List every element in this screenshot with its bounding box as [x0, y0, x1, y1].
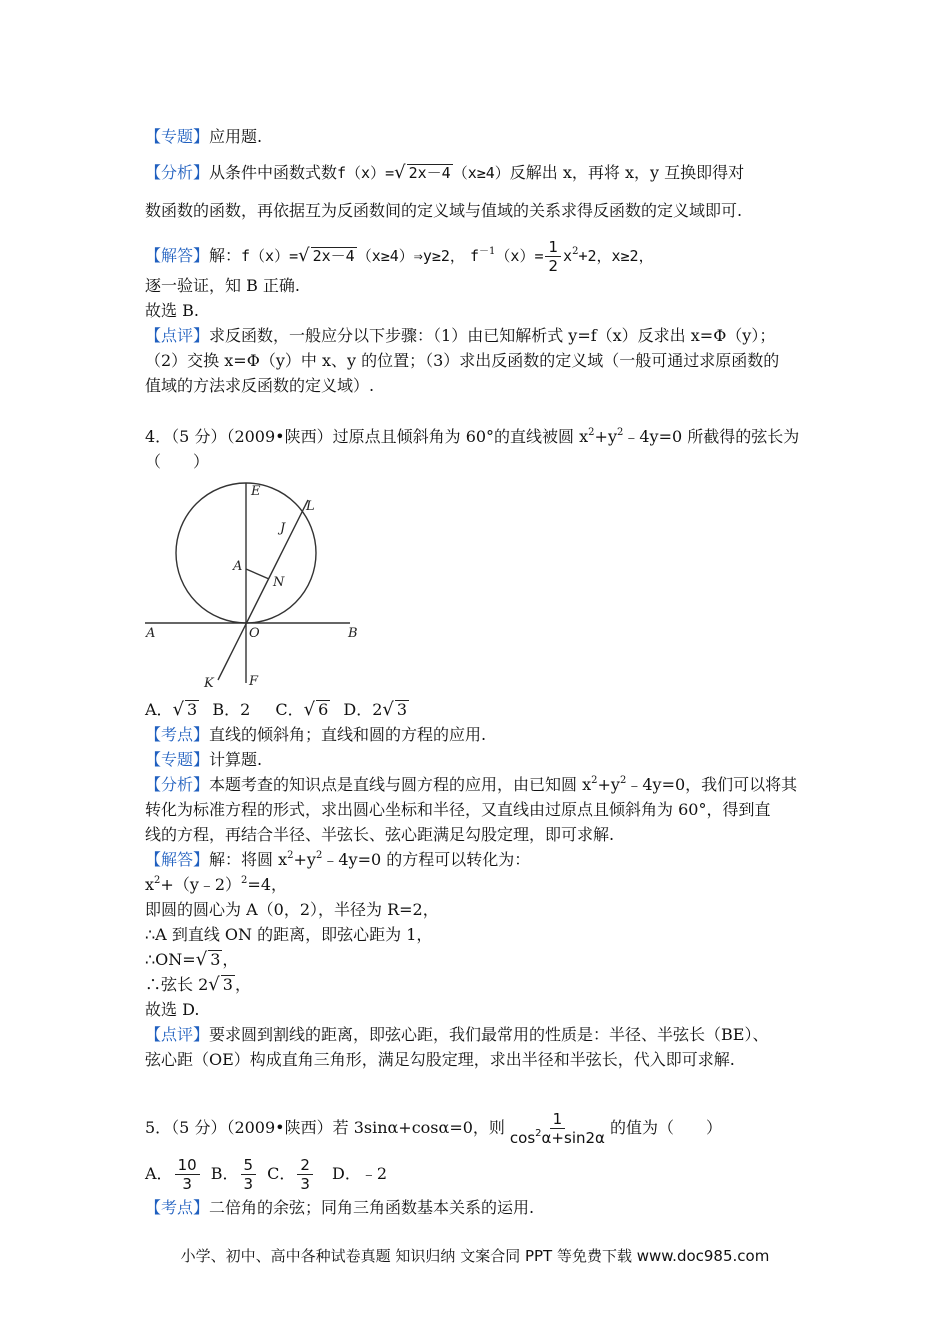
q4-kaodian: 【考点】直线的倾斜角；直线和圆的方程的应用. — [145, 725, 487, 744]
q5-fraction: $\frac{1}{\cos^2\alpha+\sin 2\alpha}$ — [509, 1110, 605, 1147]
q5-kaodian: 【考点】二倍角的余弦；同角三角函数基本关系的运用. — [145, 1198, 535, 1217]
option-c: C．√ 6 — [275, 699, 329, 720]
q4-topic: 【专题】计算题. — [145, 750, 263, 769]
q4-header: 4．（5 分）（2009•陕西）过原点且倾斜角为 60°的直线被圆 $x^2+y^2﹣4y=0$ 所截得的弦长为 — [145, 427, 800, 446]
prev-analysis-line2: 数函数的函数，再依据互为反函数间的定义域与值域的关系求得反函数的定义域即可. — [145, 201, 743, 220]
solution-tag: 【解答】 — [145, 246, 210, 265]
label-k: K — [204, 676, 214, 690]
q4-solution-line6: ∴弦长 2√ 3 ， — [145, 974, 251, 995]
q4-comment-line1: 【点评】要求圆到割线的距离，即弦心距，我们最常用的性质是：半径、半弦长（BE）、 — [145, 1025, 769, 1044]
prev-verify: 逐一验证，知 B 正确. — [145, 276, 301, 295]
label-f: F — [249, 674, 259, 689]
prev-comment-line1: 【点评】求反函数，一般应分以下步骤：（1）由已知解析式 y=f（x）反求出 x=Φ（y）； — [145, 326, 776, 345]
q5-header: 5．（5 分）（2009•陕西）若 3sinα+cosα=0，则 $\frac{1}{\cos^2\alpha+\sin 2\alpha}$ 的值为（ ） — [145, 1110, 722, 1147]
kaodian-tag: 【考点】 — [145, 725, 210, 744]
label-n: N — [273, 575, 285, 590]
label-l: L — [306, 499, 315, 514]
radicand: 2x－4 — [408, 164, 451, 182]
secant-line — [218, 500, 308, 680]
q4-analysis-line2: 转化为标准方程的形式，求出圆心坐标和半径，又直线由过原点且倾斜角为 60°，得到直 — [145, 800, 771, 819]
prev-topic-line: 【专题】应用题. — [145, 127, 263, 146]
option-b: B． $\frac{5}{3}$ — [211, 1164, 258, 1183]
q5-options — [145, 1156, 387, 1193]
center-to-n-segment — [246, 569, 269, 579]
option-a: A．√ 3 — [145, 699, 198, 720]
radical-sign: √ — [394, 162, 406, 183]
label-a-axis: A — [146, 626, 156, 641]
option-c: C． $\frac{2}{3}$ — [267, 1164, 315, 1183]
prev-analysis-line1: 【分析】从条件中函数式数f（x）=√ 2x－4 （x≥4）反解出 x，再将 x，y 互换即得对 — [145, 162, 745, 183]
topic-tag: 【专题】 — [145, 127, 210, 146]
q4-answer-paren: （ ） — [145, 452, 210, 471]
label-o: O — [249, 626, 260, 641]
q4-analysis-line1: 【分析】本题考查的知识点是直线与圆方程的应用，由已知圆 $x^2+y^2﹣4y=0$，我们可以将其 — [145, 775, 798, 794]
comment-tag: 【点评】 — [145, 326, 210, 345]
label-a-center: A — [233, 559, 243, 574]
option-d: D．2√ 3 — [343, 699, 408, 720]
analysis-tag: 【分析】 — [145, 163, 210, 182]
label-e: E — [251, 484, 261, 499]
label-j: J — [280, 521, 286, 536]
prev-choose: 故选 B. — [145, 301, 199, 320]
prev-comment-line2: （2）交换 x=Φ（y）中 x、y 的位置；（3）求出反函数的定义域（一般可通过求原函数的 — [145, 351, 780, 370]
label-b: B — [348, 626, 358, 641]
fraction-one-half: $\frac{1}{2}$ — [545, 238, 561, 275]
q4-comment-line2: 弦心距（OE）构成直角三角形，满足勾股定理，求出半径和半弦长，代入即可求解. — [145, 1050, 735, 1069]
prev-comment-line3: 值域的方法求反函数的定义域）. — [145, 376, 375, 395]
option-b: B．2 — [212, 700, 251, 719]
q4-options — [145, 700, 409, 720]
q4-analysis-line3: 线的方程，再结合半径、半弦长、弦心距满足勾股定理，即可求解. — [145, 825, 615, 844]
option-d: D．﹣2 — [332, 1164, 388, 1183]
q4-solution-line4: ∴A 到直线 ON 的距离，即弦心距为 1， — [145, 925, 433, 944]
page-footer: 小学、初中、高中各种试卷真题 知识归纳 文案合同 PPT 等免费下载 www.doc985.com — [180, 1247, 770, 1265]
circle-chord-figure — [140, 478, 370, 690]
q4-choose: 故选 D. — [145, 1000, 200, 1019]
q4-solution-line1: 【解答】解：将圆 $x^2+y^2﹣4y=0$ 的方程可以转化为： — [145, 850, 531, 869]
option-a: A． $\frac{10}{3}$ — [145, 1164, 202, 1183]
q4-solution-line3: 即圆的圆心为 A（0，2），半径为 R=2， — [145, 900, 439, 919]
prev-solution-line: 【解答】解：f（x）=√ 2x－4 （x≥4）⇒y≥2， $f^{-1}(x)=$ $\frac{1}{2}$ $x^2+2$，x≥2， — [145, 238, 654, 275]
q4-solution-line5: ∴ON=√ 3 ， — [145, 949, 239, 970]
q4-solution-line2: $x^2+(y﹣2)^2=4$， — [145, 875, 288, 894]
